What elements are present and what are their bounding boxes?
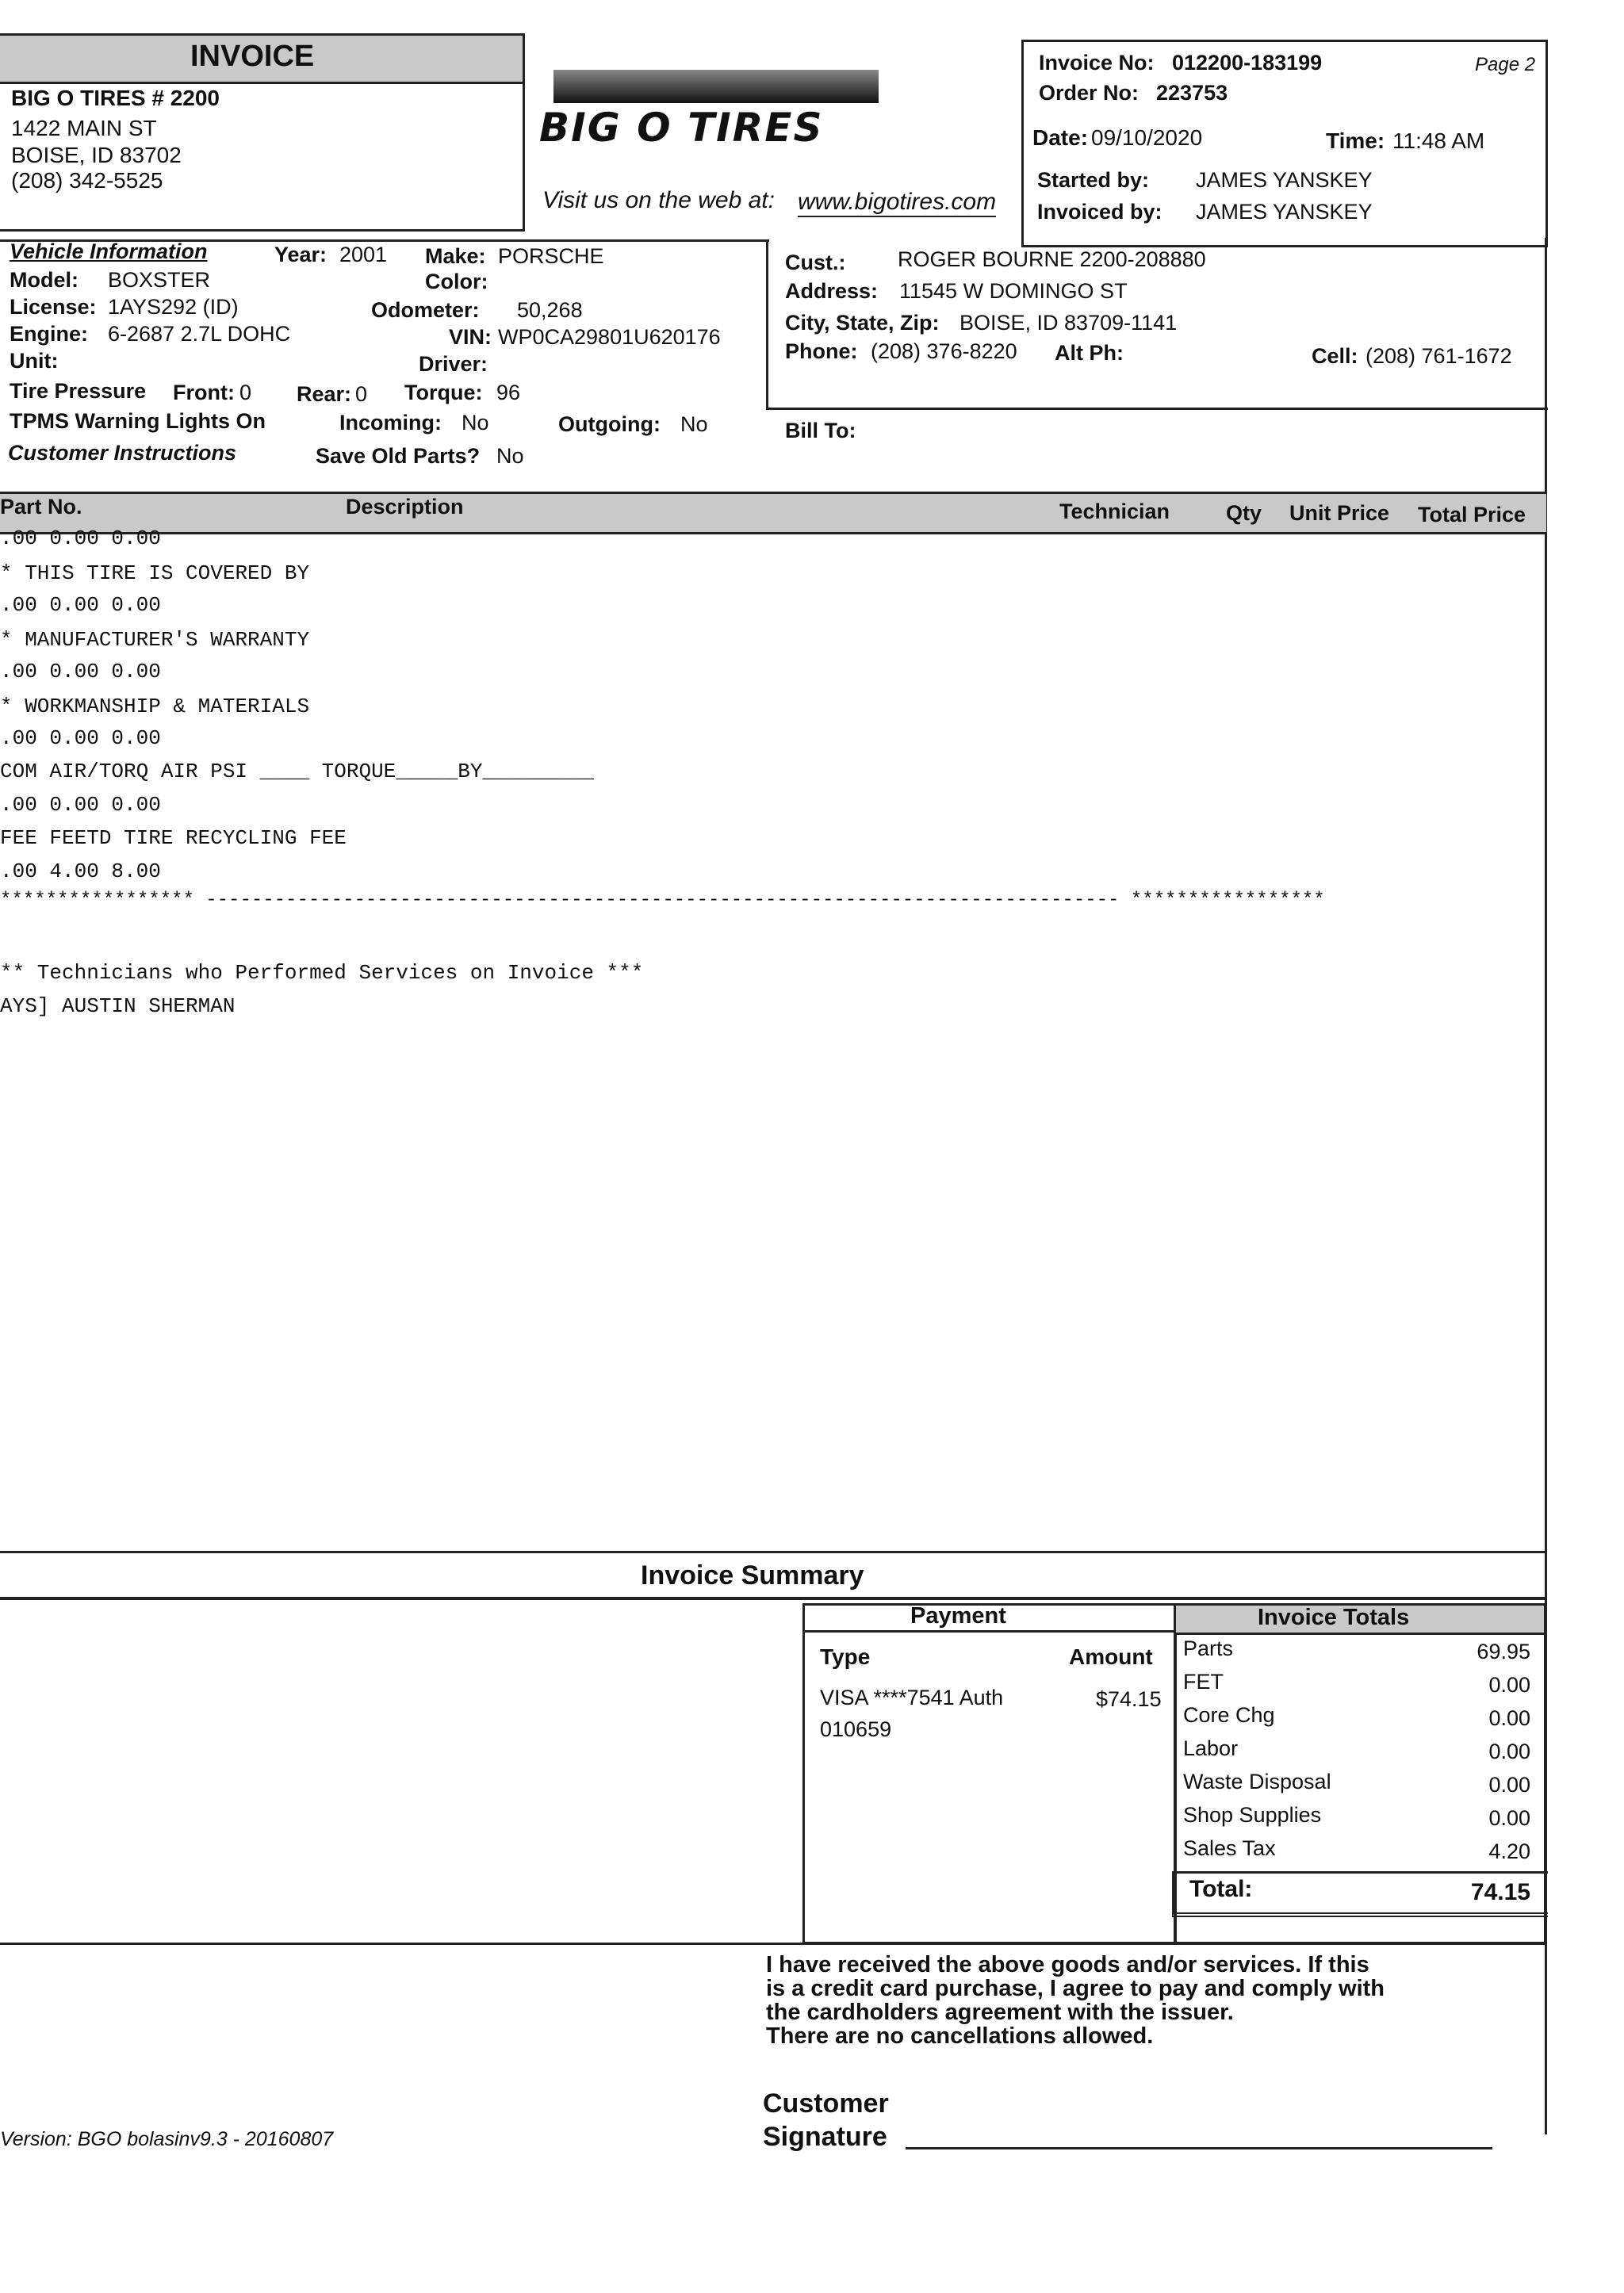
agreement-line-1: I have received the above goods and/or services. If this — [766, 1952, 1369, 1977]
driver-label: Driver: — [419, 352, 488, 376]
technician-row: AYS] AUSTIN SHERMAN — [0, 994, 236, 1018]
model-value: BOXSTER — [108, 268, 211, 292]
totals-value: 0.00 — [1488, 1740, 1530, 1763]
engine-label: Engine: — [10, 322, 88, 346]
technicians-heading: ** Technicians who Performed Services on Invoice *** — [0, 961, 644, 985]
front-value: 0 — [239, 381, 252, 404]
totals-title: Invoice Totals — [1258, 1605, 1410, 1630]
outgoing-label: Outgoing: — [558, 412, 661, 436]
date-value: 09/10/2020 — [1091, 125, 1203, 150]
order-no-label: Order No: — [1039, 81, 1139, 105]
totals-value: 69.95 — [1477, 1640, 1530, 1663]
totals-value: 0.00 — [1488, 1806, 1530, 1830]
phone-value: (208) 376-8220 — [871, 339, 1017, 363]
totals-label: Parts — [1183, 1636, 1234, 1660]
store-address: 1422 MAIN ST — [11, 116, 157, 140]
cust-value: ROGER BOURNE 2200-208880 — [898, 247, 1206, 271]
brand-stripe — [553, 70, 879, 103]
header-technician: Technician — [1059, 500, 1170, 523]
header-description: Description — [346, 495, 464, 519]
payment-amount-label: Amount — [1069, 1644, 1153, 1669]
web-url[interactable]: www.bigotires.com — [798, 189, 996, 217]
time-label: Time: — [1326, 128, 1385, 153]
rear-label: Rear: — [297, 382, 352, 406]
store-name: BIG O TIRES # 2200 — [11, 86, 220, 110]
started-by-label: Started by: — [1037, 168, 1150, 192]
store-city: BOISE, ID 83702 — [11, 143, 182, 167]
payment-type-label: Type — [820, 1644, 871, 1669]
signature-label: Signature — [763, 2122, 887, 2152]
summary-rule — [0, 1597, 1546, 1600]
outgoing-value: No — [680, 412, 708, 436]
page-number: Page 2 — [1475, 54, 1536, 75]
line-item-row: .00 0.00 0.00 — [0, 793, 161, 817]
separator-row: ***************** -------------------------------------------------------------------------------- ***************** — [0, 890, 1325, 911]
date-label: Date: — [1032, 125, 1089, 150]
payment-amount: $74.15 — [1096, 1687, 1162, 1711]
totals-label: Labor — [1183, 1736, 1239, 1760]
unit-label: Unit: — [10, 349, 59, 373]
agreement-line-2: is a credit card purchase, I agree to pay and comply with — [766, 1976, 1385, 2001]
version-text: Version: BGO bolasinv9.3 - 20160807 — [0, 2128, 334, 2150]
make-value: PORSCHE — [498, 244, 604, 268]
time-value: 11:48 AM — [1392, 128, 1485, 153]
license-value: 1AYS292 (ID) — [108, 295, 239, 319]
payment-type: VISA ****7541 Auth — [820, 1686, 1004, 1709]
summary-title: Invoice Summary — [641, 1560, 864, 1591]
line-item-row: * MANUFACTURER'S WARRANTY — [0, 628, 310, 652]
year-value: 2001 — [339, 243, 388, 266]
incoming-label: Incoming: — [339, 411, 442, 434]
line-item-row: .00 4.00 8.00 — [0, 859, 161, 883]
customer-instructions-label: Customer Instructions — [8, 441, 237, 465]
invoiced-by-label: Invoiced by: — [1037, 200, 1162, 224]
totals-label: FET — [1183, 1670, 1224, 1694]
color-label: Color: — [425, 270, 488, 293]
header-total-price: Total Price — [1418, 503, 1526, 526]
make-label: Make: — [425, 244, 486, 268]
grand-total-value: 74.15 — [1470, 1879, 1530, 1905]
payment-title-rule — [802, 1630, 1177, 1633]
line-item-row: * THIS TIRE IS COVERED BY — [0, 561, 310, 585]
invoice-no: 012200-183199 — [1172, 51, 1323, 75]
grand-total-label: Total: — [1189, 1876, 1253, 1902]
agreement-line-4: There are no cancellations allowed. — [766, 2023, 1154, 2049]
phone-label: Phone: — [785, 339, 858, 363]
front-label: Front: — [173, 381, 235, 404]
line-item-row: .00 0.00 0.00 — [0, 726, 161, 750]
address-value: 11545 W DOMINGO ST — [899, 279, 1128, 303]
customer-bottom-rule — [766, 408, 1548, 410]
order-no: 223753 — [1156, 81, 1228, 105]
vin-value: WP0CA29801U620176 — [498, 325, 721, 349]
line-item-row: COM AIR/TORQ AIR PSI ____ TORQUE_____BY_________ — [0, 760, 594, 783]
agreement-line-3: the cardholders agreement with the issuer. — [766, 2000, 1234, 2025]
line-item-row: FEE FEETD TIRE RECYCLING FEE — [0, 826, 347, 850]
totals-value: 0.00 — [1488, 1706, 1530, 1730]
header-qty: Qty — [1226, 501, 1262, 525]
odometer-label: Odometer: — [371, 298, 480, 322]
line-item-row: .00 0.00 0.00 — [0, 660, 161, 683]
line-item-row: * WORKMANSHIP & MATERIALS — [0, 695, 310, 718]
totals-label: Shop Supplies — [1183, 1803, 1322, 1827]
totals-value: 0.00 — [1488, 1673, 1530, 1697]
year-label: Year: — [274, 243, 327, 266]
signature-line[interactable] — [906, 2147, 1492, 2149]
tire-pressure-label: Tire Pressure — [10, 379, 147, 403]
customer-left-rule — [766, 239, 768, 409]
summary-top-rule — [0, 1551, 1546, 1553]
summary-bottom-rule — [0, 1943, 1546, 1945]
header-unit-price: Unit Price — [1289, 501, 1390, 525]
address-label: Address: — [785, 279, 879, 303]
csz-label: City, State, Zip: — [785, 311, 940, 335]
vin-label: VIN: — [449, 325, 492, 349]
license-label: License: — [10, 295, 97, 319]
bill-to-label: Bill To: — [785, 419, 856, 442]
model-label: Model: — [10, 268, 79, 292]
invoice-no-label: Invoice No: — [1039, 51, 1155, 75]
customer-label: Customer — [763, 2088, 889, 2119]
brand-logo: BIG O TIRES — [539, 105, 824, 151]
csz-value: BOISE, ID 83709-1141 — [959, 311, 1178, 335]
tpms-label: TPMS Warning Lights On — [10, 409, 266, 433]
alt-phone-label: Alt Ph: — [1055, 341, 1124, 365]
line-item-row: .00 0.00 0.00 — [0, 526, 161, 550]
torque-value: 96 — [496, 381, 521, 404]
store-phone: (208) 342-5525 — [11, 168, 163, 193]
engine-value: 6-2687 2.7L DOHC — [108, 322, 291, 346]
save-old-parts-value: No — [496, 444, 524, 468]
torque-label: Torque: — [404, 381, 483, 404]
web-label: Visit us on the web at: — [542, 187, 775, 213]
incoming-value: No — [462, 411, 489, 434]
totals-label: Waste Disposal — [1183, 1770, 1331, 1793]
invoice-title: INVOICE — [190, 40, 315, 73]
totals-label: Core Chg — [1183, 1703, 1275, 1727]
cell-label: Cell: — [1312, 344, 1358, 368]
payment-title: Payment — [910, 1603, 1006, 1629]
started-by: JAMES YANSKEY — [1196, 168, 1373, 192]
totals-value: 0.00 — [1488, 1773, 1530, 1797]
cust-label: Cust.: — [785, 251, 846, 274]
totals-value: 4.20 — [1488, 1839, 1530, 1863]
rear-value: 0 — [355, 382, 368, 406]
save-old-parts-label: Save Old Parts? — [316, 444, 481, 468]
line-item-row: .00 0.00 0.00 — [0, 593, 161, 617]
vehicle-section-label: Vehicle Information — [10, 239, 208, 263]
invoiced-by: JAMES YANSKEY — [1196, 200, 1373, 224]
cell-value: (208) 761-1672 — [1365, 344, 1512, 368]
payment-auth: 010659 — [820, 1717, 892, 1741]
header-part-no: Part No. — [0, 495, 82, 519]
odometer-value: 50,268 — [517, 298, 583, 322]
totals-label: Sales Tax — [1183, 1836, 1276, 1860]
